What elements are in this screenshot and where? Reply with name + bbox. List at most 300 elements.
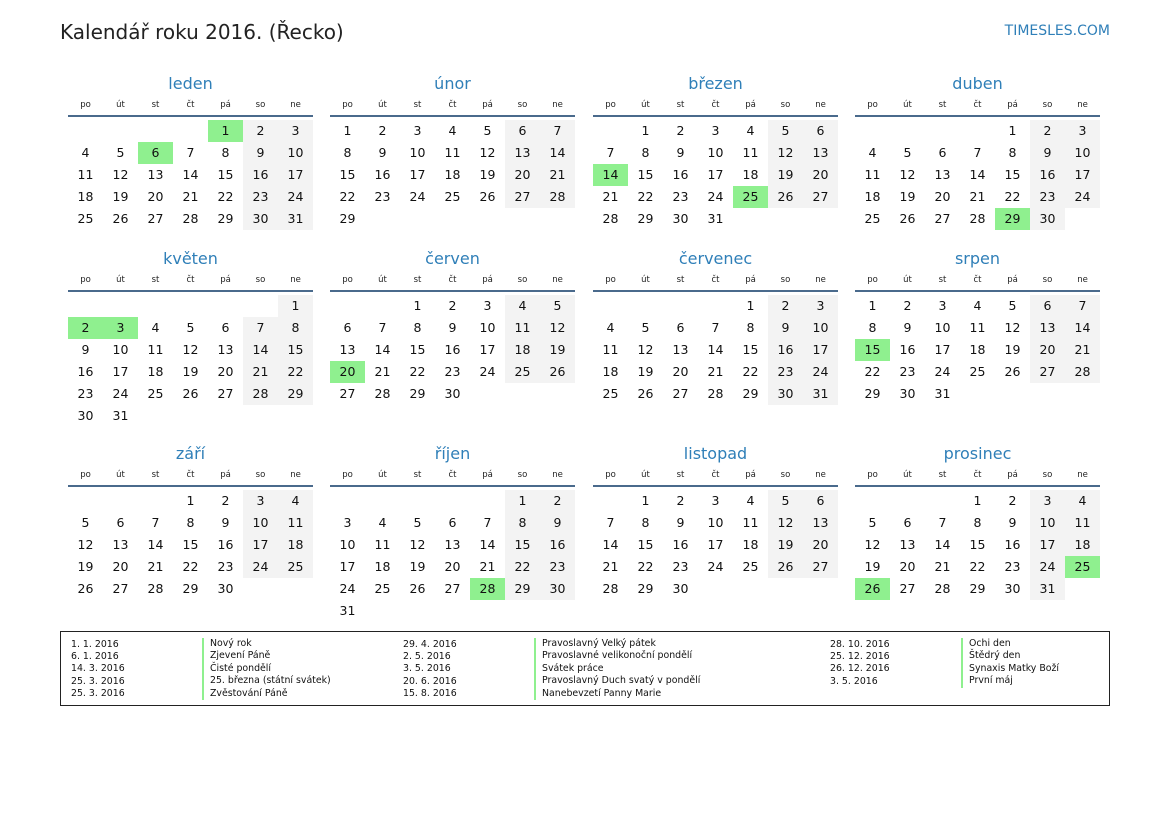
day-cell: 21 [1065,339,1100,361]
day-cell: 21 [540,164,575,186]
weekday-label: ne [815,470,826,480]
day-cell: 24 [803,361,838,383]
day-cell: 25 [444,189,461,204]
day-cell: 7 [540,120,575,142]
day-cell: 2 [378,123,387,138]
weekday-header [855,97,1100,117]
week-row [855,534,1100,556]
empty-day-cell [330,490,365,512]
week-row [330,512,575,534]
day-cell: 10 [409,145,426,160]
legend-entry [71,663,331,675]
legend-date: 15. 8. 2016 [403,688,457,700]
day-cell: 28 [243,383,278,405]
day-cell: 17 [707,537,724,552]
weekday-header [330,467,575,487]
day-cell: 16 [672,537,689,552]
day-cell: 20 [1030,339,1065,361]
day-cell: 6 [116,515,125,530]
day-cell: 26 [112,211,129,226]
day-cell: 19 [182,364,199,379]
day-cell: 13 [217,342,234,357]
day-cell: 11 [864,167,881,182]
week-row [593,490,838,512]
week-row [855,383,1100,405]
day-cell: 21 [934,559,951,574]
week-row [68,490,313,512]
day-cell: 8 [505,512,540,534]
week-row [68,208,313,230]
day-cell: 16 [1004,537,1021,552]
legend-date: 25. 3. 2016 [71,688,125,700]
month-name: květen [163,249,218,268]
legend-holiday-name: Pravoslavný Velký pátek [534,638,656,650]
legend-date: 29. 4. 2016 [403,638,457,650]
empty-day-cell [925,490,960,512]
day-cell: 20 [147,189,164,204]
day-cell: 28 [147,581,164,596]
day-cell: 11 [742,145,759,160]
weekday-label: po [342,470,353,480]
weekday-label: st [151,100,160,110]
month-4 [855,73,1100,230]
legend-holiday-name: Synaxis Matky Boží [961,663,1059,675]
day-cell: 9 [1030,142,1065,164]
weekday-label: ne [552,470,563,480]
week-row [593,186,838,208]
legend-date: 6. 1. 2016 [71,651,119,663]
legend-date: 2. 5. 2016 [403,651,451,663]
day-cell: 19 [112,189,129,204]
day-cell: 3 [938,298,947,313]
day-cell: 1 [413,298,422,313]
day-cell: 2 [1030,120,1065,142]
weekday-label: st [676,470,685,480]
weekday-label: pá [220,275,231,285]
day-cell: 7 [973,145,982,160]
day-cell: 15 [637,167,654,182]
day-cell: 11 [147,342,164,357]
day-cell: 16 [899,342,916,357]
week-row [855,120,1100,142]
day-cell: 14 [374,342,391,357]
day-cell: 21 [182,189,199,204]
week-row [855,164,1100,186]
weekday-label: st [938,470,947,480]
day-cell: 24 [934,364,951,379]
day-cell: 9 [903,320,912,335]
weekday-label: út [903,470,912,480]
day-cell: 23 [374,189,391,204]
empty-day-cell [768,578,803,600]
day-cell: 16 [217,537,234,552]
day-cell: 29 [995,208,1030,230]
week-row [330,142,575,164]
day-cell: 30 [217,581,234,596]
day-cell: 20 [803,164,838,186]
day-cell: 11 [969,320,986,335]
day-cell: 29 [217,211,234,226]
day-cell: 20 [899,559,916,574]
legend-entry [830,675,1059,687]
week-row [855,295,1100,317]
empty-day-cell [365,490,400,512]
weekday-label: so [1042,470,1053,480]
day-cell: 21 [479,559,496,574]
day-cell: 14 [934,537,951,552]
weekday-label: ne [1077,100,1088,110]
empty-day-cell [995,383,1030,405]
day-cell: 26 [1004,364,1021,379]
month-name: září [175,444,206,463]
day-cell: 19 [899,189,916,204]
day-cell: 7 [483,515,492,530]
day-cell: 1 [746,298,755,313]
weekday-label: út [116,100,125,110]
day-cell: 25 [733,186,768,208]
weekday-header [593,272,838,292]
day-cell: 17 [934,342,951,357]
day-cell: 14 [243,339,278,361]
month-name: červenec [678,249,753,268]
weekday-label: po [605,275,616,285]
day-cell: 19 [409,559,426,574]
day-cell: 17 [112,364,129,379]
empty-day-cell [890,490,925,512]
month-name: únor [434,74,471,93]
month-3 [593,73,838,230]
day-cell: 26 [409,581,426,596]
day-cell: 12 [112,167,129,182]
day-cell: 6 [343,320,352,335]
empty-day-cell [593,490,628,512]
weekday-label: st [676,275,685,285]
day-cell: 17 [479,342,496,357]
day-cell: 19 [77,559,94,574]
empty-day-cell [208,405,243,427]
day-cell: 23 [672,189,689,204]
week-row [855,186,1100,208]
weekday-label: st [938,275,947,285]
empty-day-cell [540,208,575,230]
legend-entry [830,663,1059,675]
day-cell: 13 [1030,317,1065,339]
day-cell: 26 [768,186,803,208]
legend-entry [403,638,700,650]
weekday-label: so [517,275,528,285]
day-cell: 5 [641,320,650,335]
weekday-label: čt [711,470,720,480]
day-cell: 10 [339,537,356,552]
day-cell: 10 [479,320,496,335]
week-row [68,186,313,208]
day-cell: 17 [707,167,724,182]
empty-day-cell [768,208,803,230]
day-cell: 20 [112,559,129,574]
empty-day-cell [960,383,995,405]
day-cell: 16 [374,167,391,182]
day-cell: 27 [1030,361,1065,383]
day-cell: 28 [374,386,391,401]
weekday-label: ne [290,100,301,110]
day-cell: 9 [676,515,685,530]
week-row [855,578,1100,600]
day-cell: 3 [711,493,720,508]
day-cell: 12 [864,537,881,552]
day-cell: 27 [803,556,838,578]
day-cell: 19 [1004,342,1021,357]
weekday-label: pá [745,275,756,285]
legend-entry [71,675,331,687]
empty-day-cell [470,490,505,512]
day-cell: 3 [1065,120,1100,142]
day-cell: 5 [768,120,803,142]
empty-day-cell [855,120,890,142]
day-cell: 11 [742,515,759,530]
day-cell: 2 [1008,493,1017,508]
day-cell: 9 [768,317,803,339]
day-cell: 7 [606,145,615,160]
weekday-label: pá [482,275,493,285]
day-cell: 15 [278,339,313,361]
weekday-header [68,272,313,292]
day-cell: 29 [969,581,986,596]
day-cell: 23 [243,186,278,208]
day-cell: 29 [278,383,313,405]
week-row [593,512,838,534]
legend-holiday-name: Pravoslavné velikonoční pondělí [534,650,692,662]
empty-day-cell [138,490,173,512]
empty-day-cell [698,578,733,600]
weekday-label: út [116,275,125,285]
legend-date: 25. 3. 2016 [71,675,125,687]
day-cell: 5 [903,145,912,160]
empty-day-cell [1065,383,1100,405]
week-row [330,600,575,622]
weekday-header [855,467,1100,487]
weekday-label: út [903,275,912,285]
empty-day-cell [470,600,505,622]
weekday-label: út [116,470,125,480]
day-cell: 29 [505,578,540,600]
week-row [68,534,313,556]
month-1 [68,73,313,230]
day-cell: 7 [186,145,195,160]
day-cell: 14 [147,537,164,552]
week-row [330,208,575,230]
day-cell: 12 [479,145,496,160]
day-cell: 26 [899,211,916,226]
day-cell: 30 [768,383,803,405]
empty-day-cell [243,578,278,600]
day-cell: 2 [676,493,685,508]
weekday-label: čt [711,100,720,110]
day-cell: 18 [864,189,881,204]
day-cell: 11 [1065,512,1100,534]
weekday-label: út [641,470,650,480]
weekday-header [330,97,575,117]
day-cell: 31 [934,386,951,401]
day-cell: 5 [768,490,803,512]
legend-holiday-name: Nový rok [202,638,252,650]
day-cell: 22 [969,559,986,574]
weekday-label: po [80,470,91,480]
day-cell: 4 [448,123,457,138]
day-cell: 8 [641,515,650,530]
day-cell: 1 [278,295,313,317]
day-cell: 15 [1004,167,1021,182]
week-row [330,490,575,512]
weekday-label: ne [815,275,826,285]
month-7 [593,248,838,405]
weekday-label: po [80,275,91,285]
day-cell: 25 [374,581,391,596]
empty-day-cell [330,295,365,317]
day-cell: 4 [378,515,387,530]
day-cell: 22 [864,364,881,379]
weekday-label: út [378,275,387,285]
legend-column [403,638,700,700]
day-cell: 15 [637,537,654,552]
week-row [68,383,313,405]
empty-day-cell [628,295,663,317]
legend-entry [403,675,700,687]
weekday-label: pá [220,100,231,110]
day-cell: 15 [409,342,426,357]
weekday-label: čt [711,275,720,285]
empty-day-cell [505,383,540,405]
week-row [68,556,313,578]
week-row [68,142,313,164]
legend-holiday-name: Zjevení Páně [202,650,270,662]
day-cell: 9 [676,145,685,160]
legend-entry [830,650,1059,662]
day-cell: 16 [243,164,278,186]
empty-day-cell [138,120,173,142]
day-cell: 22 [278,361,313,383]
day-cell: 30 [1030,208,1065,230]
day-cell: 8 [973,515,982,530]
weekday-label: po [867,100,878,110]
day-cell: 15 [339,167,356,182]
day-cell: 23 [672,559,689,574]
day-cell: 11 [77,167,94,182]
day-cell: 28 [470,578,505,600]
day-cell: 9 [378,145,387,160]
day-cell: 23 [768,361,803,383]
day-cell: 20 [672,364,689,379]
day-cell: 26 [540,361,575,383]
legend-holiday-name: Štědrý den [961,650,1020,662]
day-cell: 2 [448,298,457,313]
day-cell: 10 [803,317,838,339]
day-cell: 1 [641,493,650,508]
day-cell: 23 [899,364,916,379]
day-cell: 3 [343,515,352,530]
legend-holiday-name: Čisté pondělí [202,663,271,675]
day-cell: 19 [540,339,575,361]
day-cell: 17 [803,339,838,361]
weekday-header [330,272,575,292]
day-cell: 14 [602,537,619,552]
weekday-label: ne [552,100,563,110]
day-cell: 7 [243,317,278,339]
day-cell: 14 [182,167,199,182]
weekday-header [593,97,838,117]
day-cell: 7 [378,320,387,335]
day-cell: 2 [676,123,685,138]
day-cell: 28 [540,186,575,208]
day-cell: 2 [221,493,230,508]
month-5 [68,248,313,427]
day-cell: 29 [742,386,759,401]
day-cell: 26 [479,189,496,204]
weekday-label: čt [973,275,982,285]
day-cell: 24 [707,189,724,204]
day-cell: 30 [899,386,916,401]
week-row [330,556,575,578]
day-cell: 3 [413,123,422,138]
day-cell: 3 [1030,490,1065,512]
day-cell: 26 [855,578,890,600]
day-cell: 22 [1004,189,1021,204]
site-link[interactable]: TIMESLES.COM [1004,23,1110,39]
day-cell: 13 [444,537,461,552]
weekday-label: pá [1007,100,1018,110]
empty-day-cell [1030,383,1065,405]
day-cell: 10 [934,320,951,335]
empty-day-cell [435,490,470,512]
month-name: říjen [434,444,471,463]
day-cell: 8 [221,145,230,160]
day-cell: 29 [339,211,356,226]
day-cell: 4 [746,123,755,138]
weekday-label: po [605,470,616,480]
day-cell: 25 [969,364,986,379]
day-cell: 27 [505,186,540,208]
day-cell: 18 [278,534,313,556]
weekday-label: čt [973,100,982,110]
day-cell: 11 [278,512,313,534]
day-cell: 22 [182,559,199,574]
week-row [855,361,1100,383]
week-row [855,339,1100,361]
empty-day-cell [103,295,138,317]
month-12 [855,443,1100,600]
weekday-label: po [342,275,353,285]
empty-day-cell [173,120,208,142]
week-row [593,383,838,405]
day-cell: 9 [540,512,575,534]
week-row [330,186,575,208]
day-cell: 1 [868,298,877,313]
day-cell: 8 [641,145,650,160]
empty-day-cell [593,120,628,142]
weekday-label: po [867,275,878,285]
legend-entry [403,650,700,662]
week-row [68,164,313,186]
day-cell: 27 [803,186,838,208]
day-cell: 2 [540,490,575,512]
day-cell: 31 [1030,578,1065,600]
day-cell: 17 [339,559,356,574]
day-cell: 16 [444,342,461,357]
day-cell: 5 [483,123,492,138]
weekday-label: so [1042,100,1053,110]
day-cell: 24 [707,559,724,574]
day-cell: 3 [711,123,720,138]
legend-holiday-name: Zvěstování Páně [202,688,288,700]
